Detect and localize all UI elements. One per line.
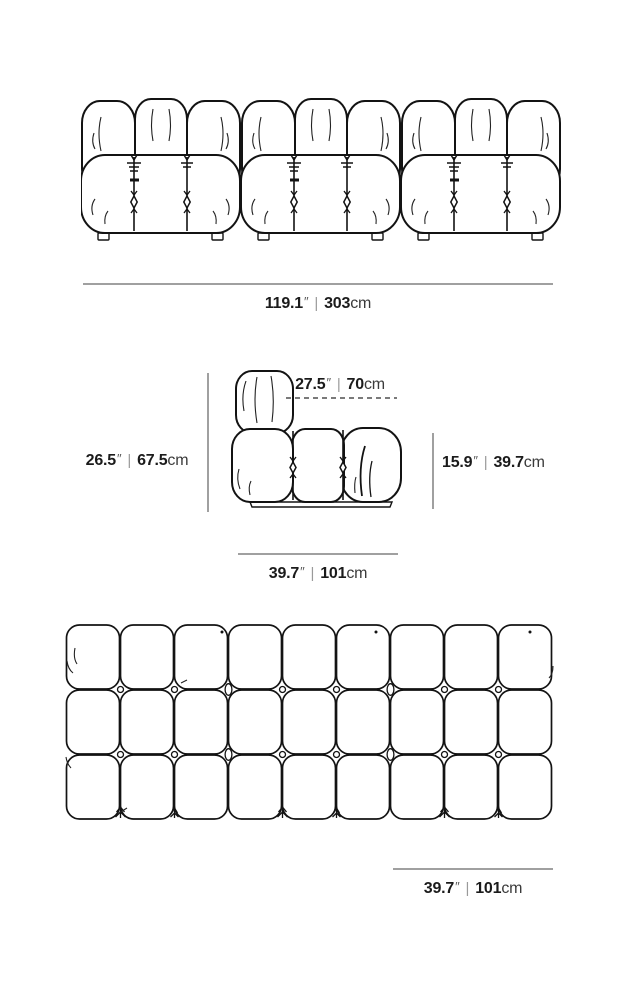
- dimension-label-front-width: [83, 292, 553, 314]
- dimension-label-top-depth: [383, 877, 563, 899]
- inch-mark: ″: [300, 564, 305, 579]
- cm-unit: cm: [346, 565, 368, 582]
- cm-value: 67.5: [137, 452, 168, 469]
- dimension-label-side-depth: [228, 562, 408, 584]
- sofa-front-view-drawing: [81, 97, 561, 245]
- separator: |: [127, 452, 132, 469]
- separator: |: [483, 454, 488, 471]
- cm-unit: cm: [167, 452, 189, 469]
- dimension-line-front-width: [83, 283, 553, 285]
- inches-value: 119.1: [264, 295, 303, 312]
- inch-mark: ″: [116, 451, 122, 466]
- dimension-label-side-height: [67, 449, 207, 471]
- separator: |: [465, 880, 470, 897]
- dimension-line-side-height: [207, 373, 209, 512]
- cm-unit: cm: [501, 880, 523, 897]
- inches-value: 39.7: [268, 565, 300, 582]
- inches-value: 27.5: [295, 376, 326, 393]
- separator: |: [314, 295, 319, 312]
- dimension-label-seat-height: [442, 451, 572, 473]
- inch-mark: ″: [473, 453, 478, 468]
- cm-unit: cm: [363, 376, 385, 393]
- cm-unit: cm: [523, 454, 545, 471]
- cm-value: 303: [324, 295, 351, 312]
- cm-value: 39.7: [493, 454, 524, 471]
- sofa-top-view-drawing: [57, 618, 557, 823]
- cm-unit: cm: [350, 295, 372, 312]
- inch-mark: ″: [455, 879, 460, 894]
- inches-value: 15.9: [442, 454, 473, 471]
- dimension-label-back-height: [270, 373, 410, 395]
- separator: |: [336, 376, 341, 393]
- cm-value: 70: [346, 376, 364, 393]
- dimension-line-top-depth: [393, 868, 553, 870]
- inch-mark: ″: [326, 375, 331, 390]
- dimension-line-side-depth: [238, 553, 398, 555]
- cm-value: 101: [320, 565, 347, 582]
- separator: |: [310, 565, 315, 582]
- inches-value: 39.7: [423, 880, 455, 897]
- dimension-line-seat-height: [432, 433, 434, 509]
- inch-mark: ″: [304, 294, 309, 309]
- cm-value: 101: [475, 880, 502, 897]
- inches-value: 26.5: [85, 452, 116, 469]
- dimension-line-back-height-dashed: [286, 397, 397, 399]
